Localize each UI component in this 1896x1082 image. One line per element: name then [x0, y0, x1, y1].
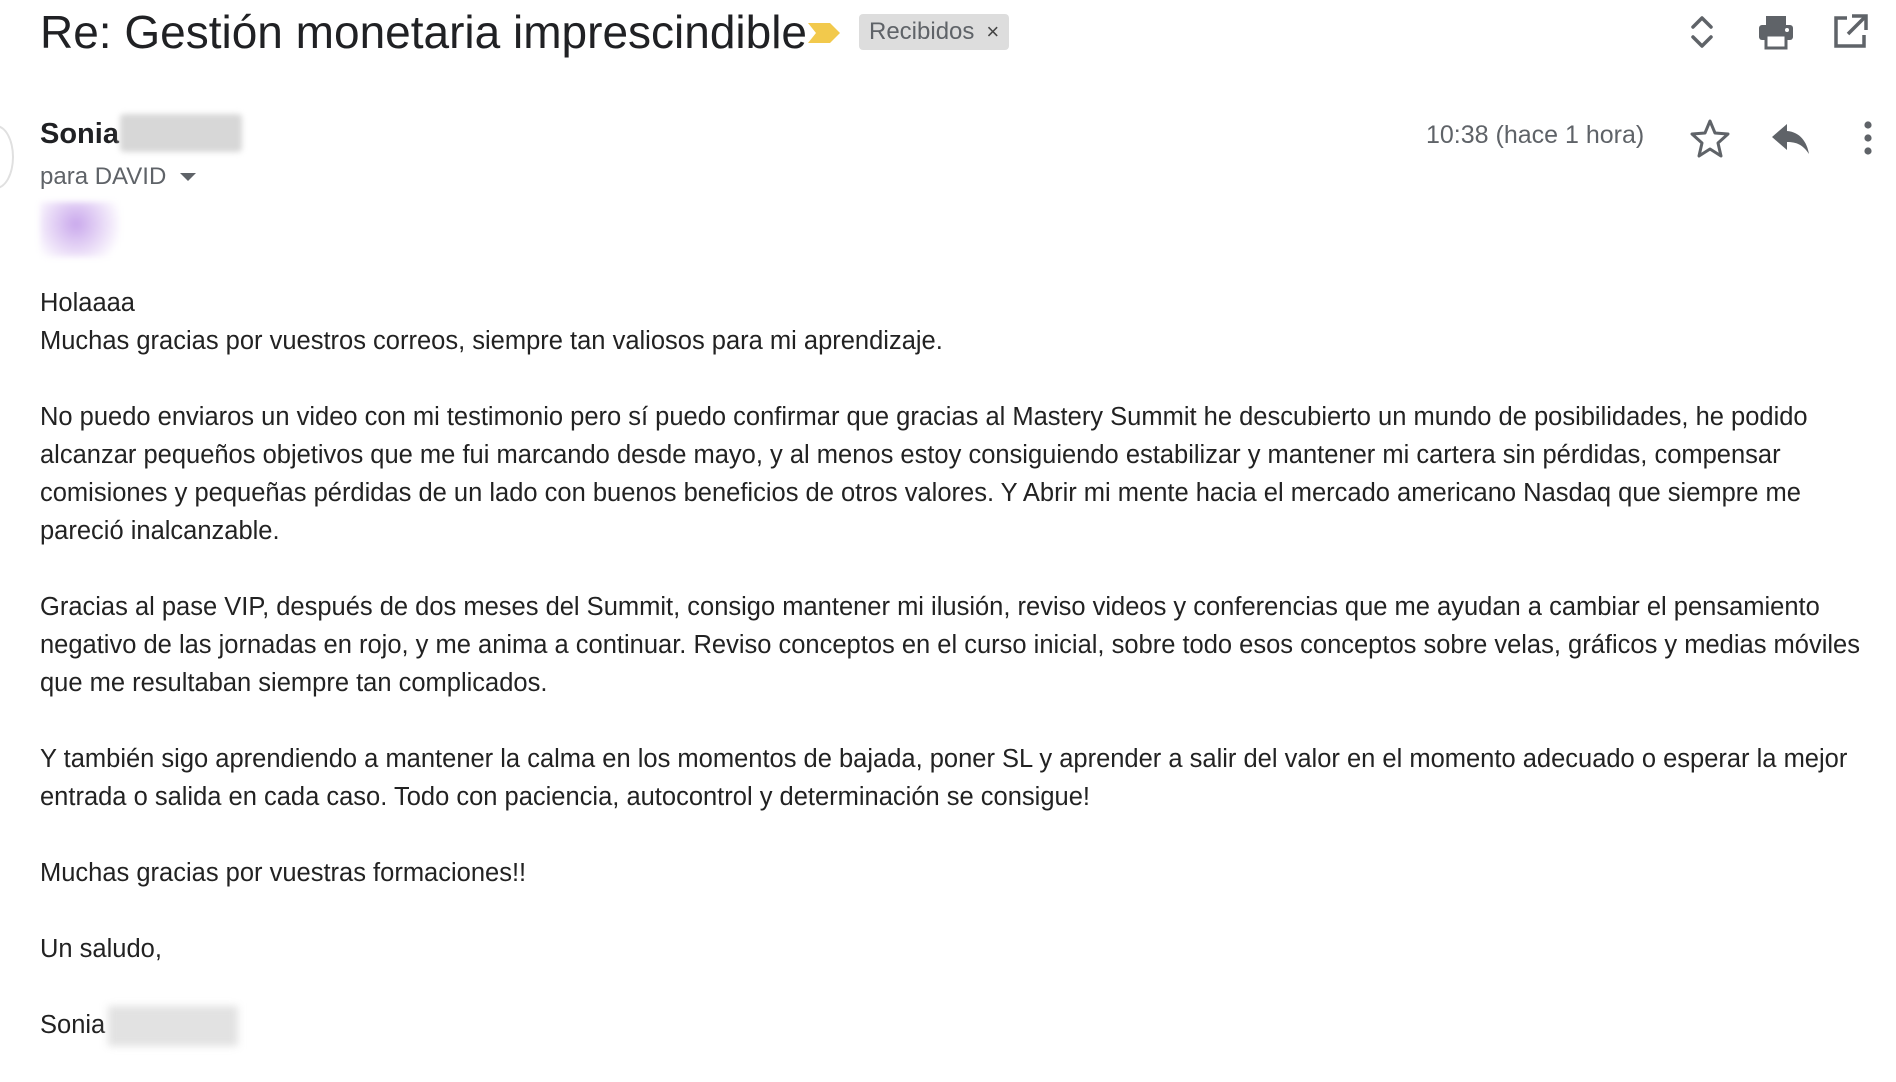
body-paragraph-3: Gracias al pase VIP, después de dos meses del Summit, consigo mantener mi ilusión, reviso videos y conferencias que me ayudan a cambiar el pensamiento negativo de las jornadas en rojo, y me anima a continuar. Reviso conceptos en el curso inicial, sobre todo esos conceptos sobre velas, gráficos y medias móviles que me resultaban siempre tan complicados.	[40, 593, 1860, 697]
email-subject: Re: Gestión monetaria imprescindible	[40, 6, 808, 58]
remove-label-icon[interactable]: ×	[986, 19, 1000, 44]
body-paragraph-5: Muchas gracias por vuestras formaciones!!	[40, 859, 527, 887]
reply-icon[interactable]	[1768, 116, 1812, 160]
body-signature: Sonia	[40, 1011, 106, 1039]
body-closing: Un saludo,	[40, 935, 162, 963]
recipient-text: para DAVID	[40, 163, 167, 190]
label-chip-inbox	[859, 14, 1009, 50]
body-paragraph-4: Y también sigo aprendiendo a mantener la calma en los momentos de bajada, poner SL y aprender a salir del valor en el momento adecuado o esperar la mejor entrada o salida en cada caso. Todo con paciencia, autocontrol y determinación se consigue!	[40, 745, 1848, 811]
open-in-new-window-icon[interactable]	[1830, 12, 1870, 52]
print-icon[interactable]	[1756, 12, 1796, 52]
sender-avatar-edge	[0, 125, 14, 189]
recipient-details-dropdown-icon[interactable]	[180, 173, 196, 181]
redacted-image	[40, 202, 120, 257]
message-timestamp: 10:38 (hace 1 hora)	[1426, 121, 1645, 149]
more-vert-icon[interactable]	[1846, 116, 1890, 160]
sender-name: Sonia	[40, 118, 119, 150]
label-chip-text: Recibidos	[869, 18, 975, 45]
expand-collapse-icon[interactable]	[1682, 12, 1722, 52]
recipient-line[interactable]	[40, 163, 196, 191]
star-icon[interactable]	[1688, 116, 1732, 160]
importance-marker-icon[interactable]	[806, 20, 842, 46]
body-line-1: Muchas gracias por vuestros correos, siempre tan valiosos para mi aprendizaje.	[40, 327, 943, 355]
body-paragraph-2: No puedo enviaros un video con mi testimonio pero sí puedo confirmar que gracias al Mastery Summit he descubierto un mundo de posibilidades, he podido alcanzar pequeños objetivos que me fui marcando desde mayo, y al menos estoy consiguiendo estabilizar y mantener mi cartera sin pérdidas, compensar comisiones y pequeñas pérdidas de un lado con buenos beneficios de otros valores. Y Abrir mi mente hacia el mercado americano Nasdaq que siempre me pareció inalcanzable.	[40, 403, 1808, 545]
redacted-surname	[120, 114, 242, 152]
subject-header	[0, 0, 1896, 64]
body-greeting: Holaaaa	[40, 289, 135, 317]
message-body	[40, 284, 1880, 1082]
redacted-signature-surname	[108, 1006, 238, 1046]
